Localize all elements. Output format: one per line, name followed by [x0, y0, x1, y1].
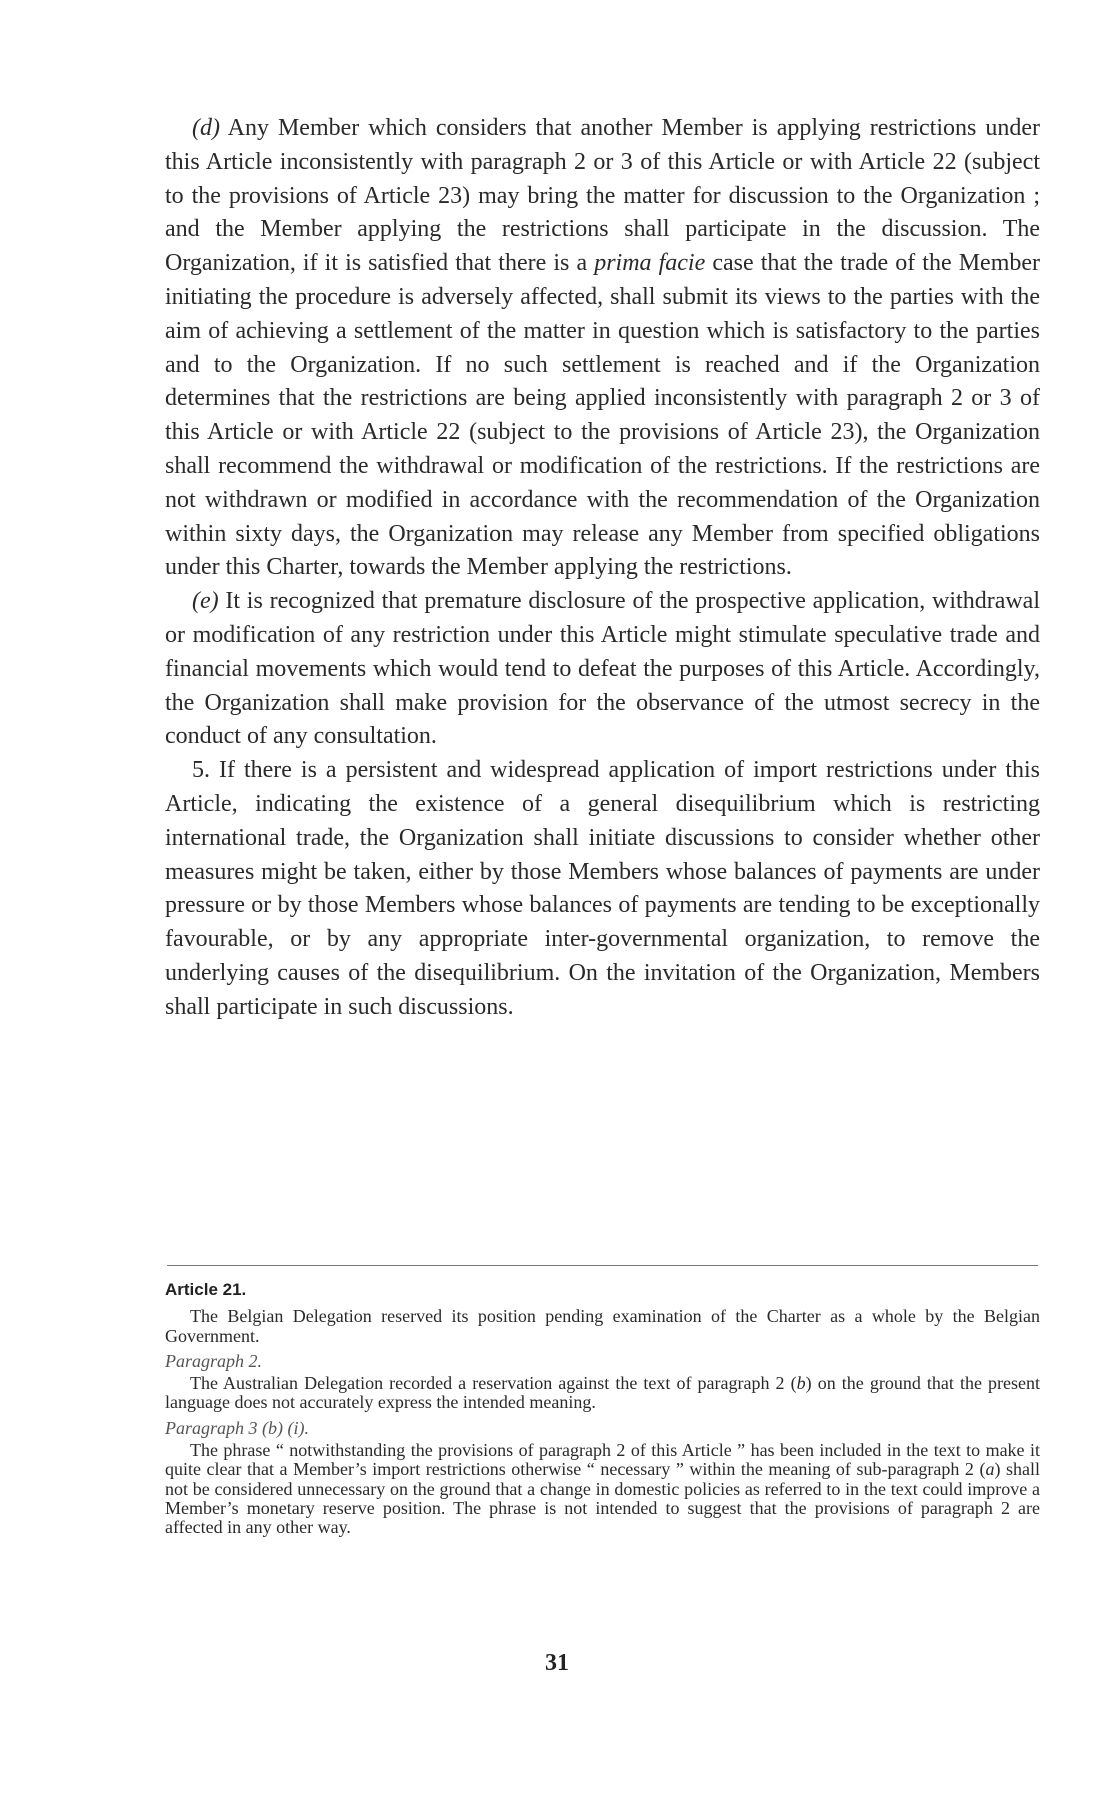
paragraph-5 [165, 754, 1040, 1024]
paragraph-d-label: (d) [192, 115, 220, 141]
paragraph-e-label: (e) [192, 588, 219, 615]
belgian-note: The Belgian Delegation reserved its position pending examination of the Charter as a whole by the Belgian Government. [165, 1306, 1040, 1346]
paragraph-d [165, 112, 1040, 585]
phrase-note-subpara: a [985, 1459, 995, 1480]
paragraph-2-heading: Paragraph 2. [165, 1350, 263, 1371]
phrase-note-part1: The phrase “ notwithstanding the provisions of paragraph 2 of this Article ” has been included in the text to make it quite clear that a Member’s import restrictions otherwise “ necessary ” within the meaning of sub-paragraph 2 ( [165, 1440, 1040, 1480]
paragraph-d-text-part1: Any Member which considers that another Member is applying restrictions under this Article inconsistently with paragraph 2 or 3 of this Article or with Article 22 (subject to the provisions of Article 23) may bring the matter for discussion to the Organization ; and the Member applying the restrictions shall participate in the discussion. The Organization, if it is satisfied that there is a [165, 115, 1040, 277]
main-body-text [165, 112, 1040, 1025]
australian-note-subpara: b [796, 1373, 806, 1394]
australian-note [165, 1374, 1040, 1413]
paragraph-5-text: 5. If there is a persistent and widespread application of import restrictions under this Article, indicating the existence of a general disequilibrium which is restricting international trade, the Organization shall initiate discussions to consider whether other measures might be taken, either by those Members whose balances of payments are under pressure or by those Members whose balances of payments are tending to be exceptionally favourable, or by any appropriate inter-governmental organization, to remove the underlying causes of the disequilibrium. On the invitation of the Organization, Members shall participate in such discussions. [165, 757, 1040, 1020]
paragraph-e-text: It is recognized that premature disclosure of the prospective application, withdrawal or modification of any restriction under this Article might stimulate speculative trade and financial movements which would tend to defeat the purposes of this Article. Accordingly, the Organization shall make provision for the observance of the utmost secrecy in the conduct of any consultation. [165, 588, 1040, 750]
australian-note-part1: The Australian Delegation recorded a reservation against the text of paragraph 2 ( [190, 1373, 797, 1394]
australian-note-part2: ) on the ground that the present language does not accurately express the intended meaning. [165, 1373, 1040, 1413]
article-heading: Article 21. [165, 1280, 247, 1299]
page-number: 31 [545, 1650, 569, 1676]
paragraph-d-emphasis: prima facie [594, 250, 706, 277]
phrase-note [165, 1441, 1040, 1537]
paragraph-3bi-heading: Paragraph 3 (b) (i). [165, 1417, 309, 1438]
footnote-divider [167, 1265, 1038, 1266]
phrase-note-part2: ) shall not be considered unnecessary on the ground that a change in domestic policies as referred to in the text could improve a Member’s monetary reserve position. The phrase is not intended to suggest that the provisions of paragraph 2 are affected in any other way. [165, 1459, 1040, 1538]
footnotes-section [165, 1280, 1040, 1538]
paragraph-e [165, 585, 1040, 754]
paragraph-d-text-part2: case that the trade of the Member initiating the procedure is adversely affected, shall submit its views to the parties with the aim of achieving a settlement of the matter in question which is satisfactory to the parties and to the Organization. If no such settlement is reached and if the Organization determines that the restrictions are being applied inconsistently with paragraph 2 or 3 of this Article or with Article 22 (subject to the provisions of Article 23), the Organization shall recommend the withdrawal or modification of the restrictions. If the restrictions are not withdrawn or modified in accordance with the recommendation of the Organization within sixty days, the Organization may release any Member from specified obligations under this Charter, towards the Member applying the restrictions. [165, 250, 1041, 581]
